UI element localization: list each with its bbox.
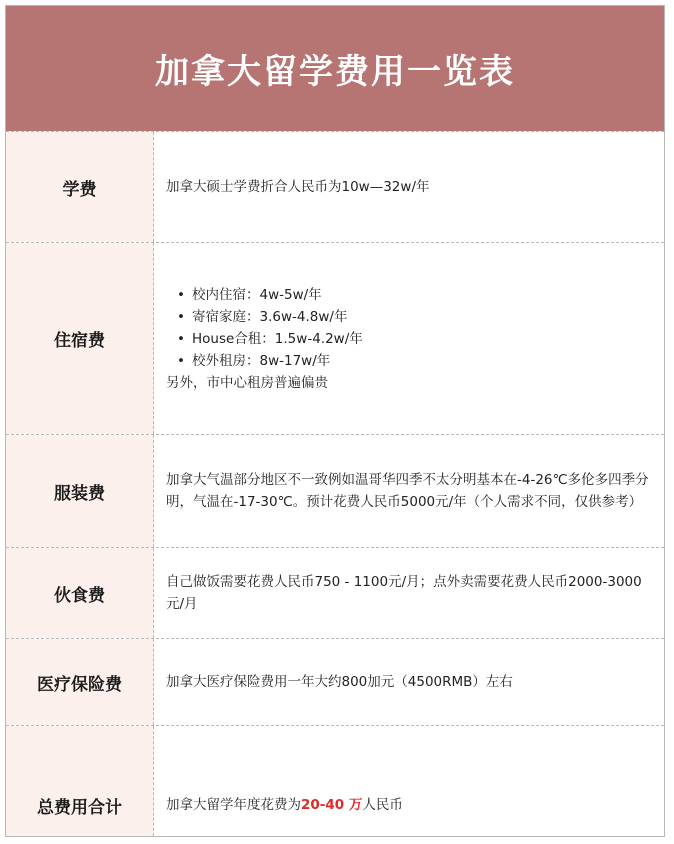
housing-note: 另外，市中心租房普遍偏贵: [166, 374, 328, 391]
total-prefix: 加拿大留学年度花费为: [166, 797, 301, 813]
row-label-tuition: 学费: [6, 132, 154, 242]
table-row-medical: [6, 638, 664, 725]
table-row-housing: [6, 242, 664, 434]
table-row-total: [6, 725, 664, 836]
row-content-tuition: [154, 132, 664, 242]
row-content-clothing: [154, 435, 664, 547]
fee-table: [5, 5, 665, 837]
row-content-total: [154, 726, 664, 836]
list-item: • 校外租房：8w-17w/年: [192, 350, 363, 372]
list-item: • 寄宿家庭：3.6w-4.8w/年: [192, 306, 363, 328]
table-row-food: [6, 547, 664, 638]
row-label-clothing: 服装费: [6, 435, 154, 547]
row-label-medical: 医疗保险费: [6, 639, 154, 725]
table-row-tuition: [6, 131, 664, 242]
row-content-medical: [154, 639, 664, 725]
tuition-text: 加拿大硕士学费折合人民币为10w—32w/年: [166, 179, 430, 195]
total-highlight: 20-40 万: [301, 797, 363, 813]
housing-list: [166, 284, 363, 372]
list-item: • 校内住宿：4w-5w/年: [192, 284, 363, 306]
row-label-housing: 住宿费: [6, 243, 154, 434]
total-text: [166, 794, 403, 816]
medical-text: 加拿大医疗保险费用一年大约800加元（4500RMB）左右: [166, 674, 513, 690]
table-row-clothing: [6, 434, 664, 547]
row-content-food: [154, 548, 664, 638]
table-header: [6, 6, 664, 131]
food-text: 自己做饭需要花费人民币750 - 1100元/月；点外卖需要花费人民币2000-3000元/月: [166, 574, 642, 612]
list-item: • House合租：1.5w-4.2w/年: [192, 328, 363, 350]
table-title: 加拿大留学费用一览表: [155, 52, 515, 92]
row-content-housing: [154, 243, 664, 434]
row-label-total: 总费用合计: [6, 726, 154, 836]
row-label-food: 伙食费: [6, 548, 154, 638]
clothing-text: 加拿大气温部分地区不一致例如温哥华四季不太分明基本在-4-26℃多伦多四季分明，气温在-17-30℃。预计花费人民币5000元/年（个人需求不同，仅供参考）: [166, 472, 649, 510]
total-suffix: 人民币: [362, 797, 403, 813]
